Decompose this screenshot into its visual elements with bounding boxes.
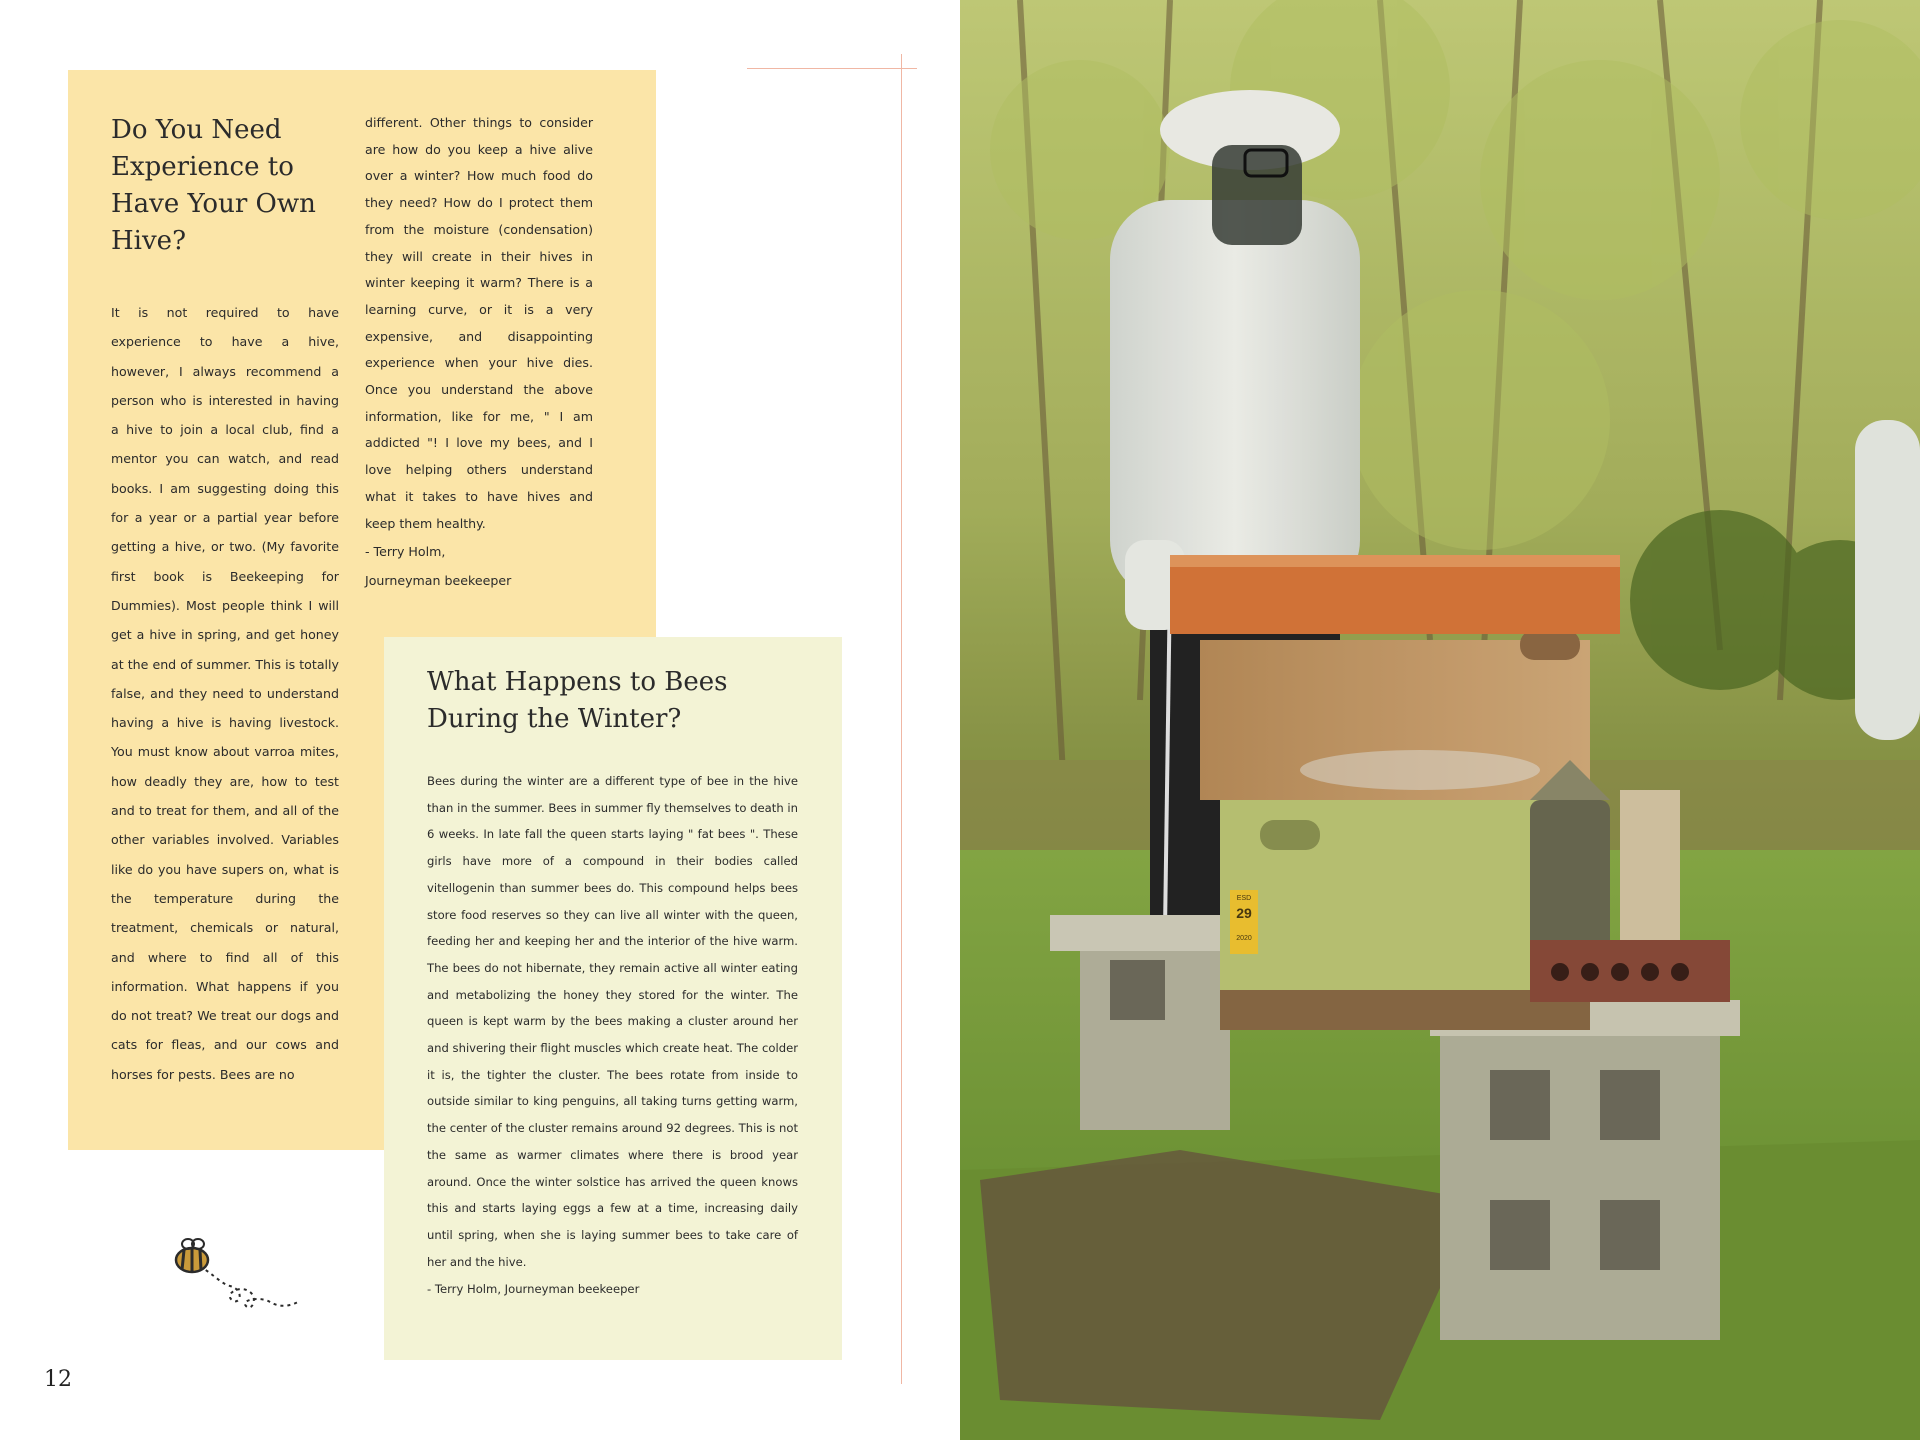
decorative-rule-horizontal	[747, 68, 917, 69]
article1-signature-title: Journeyman beekeeper	[365, 573, 512, 589]
article2-signature: - Terry Holm, Journeyman beekeeper	[427, 1282, 640, 1297]
article1-title: Do You Need Experience to Have Your Own Hive?	[111, 115, 316, 256]
beekeeper-photo-illustration	[960, 0, 1920, 1440]
article1-signature-name: - Terry Holm,	[365, 544, 446, 560]
page-number: 12	[44, 1367, 72, 1392]
decorative-rule-vertical	[901, 54, 902, 1384]
hive-tag-bottom: 2020	[1236, 935, 1252, 942]
article2-title: What Happens to Bees During the Winter?	[427, 667, 728, 734]
beekeeper-photo	[960, 0, 1920, 1440]
article1-column-1	[111, 112, 339, 1089]
article2-column	[427, 664, 798, 1303]
hive-tag-day: 29	[1236, 905, 1252, 921]
bee-icon	[170, 1236, 306, 1318]
article1-body-part2: different. Other things to consider are how do you keep a hive alive over a winter? How much food do they need? How do I protect them from the moisture (condensation) they will create in their hives in winter keeping it warm? There is a learning curve, or it is a very expensive, and disappointing experience when your hive dies. Once you understand the above information, like for me, " I am addicted "! I love my bees, and I love helping others understand what it takes to have hives and keep them healthy.	[365, 115, 593, 531]
article1-column-2	[365, 110, 593, 595]
article1-body-part1: It is not required to have experience to have a hive, however, I always recommend a person who is interested in having a hive to join a local club, find a mentor you can watch, and read books. I am suggesting doing this for a year or a partial year before getting a hive, or two. (My favorite first book is Beekeeping for Dummies). Most people think I will get a hive in spring, and get honey at the end of summer. This is totally false, and they need to understand having a hive is having livestock. You must know about varroa mites, how deadly they are, how to test and to treat for them, and all of the other variables involved. Variables like do you have supers on, what is the temperature during the treatment, chemicals or natural, and where to find all of this information. What happens if you do not treat? We treat our dogs and cats for fleas, and our cows and horses for pests. Bees are no	[111, 305, 339, 1082]
article2-body: Bees during the winter are a different type of bee in the hive than in the summer. Bees in summer fly themselves to death in 6 weeks. In late fall the queen starts laying " fat bees ". These girls have more of a compound in their bodies called vitellogenin than summer bees do. This compound helps bees store food reserves so they can live all winter with the queen, feeding her and keeping her and the interior of the hive warm. The bees do not hibernate, they remain active all winter eating and metabolizing the honey they stored for the winter. The queen is kept warm by the bees making a cluster around her and shivering their flight muscles which create heat. The colder it is, the tighter the cluster. The bees rotate from inside to outside similar to king penguins, all taking turns getting warm, the center of the cluster remains around 92 degrees. This is not the same as warmer climates where there is brood year around. Once the winter solstice has arrived the queen knows this and starts laying eggs a few at a time, increasing daily until spring, when she is laying summer bees to take care of her and the hive.	[427, 774, 798, 1269]
hive-tag-top: ESD	[1236, 895, 1252, 902]
